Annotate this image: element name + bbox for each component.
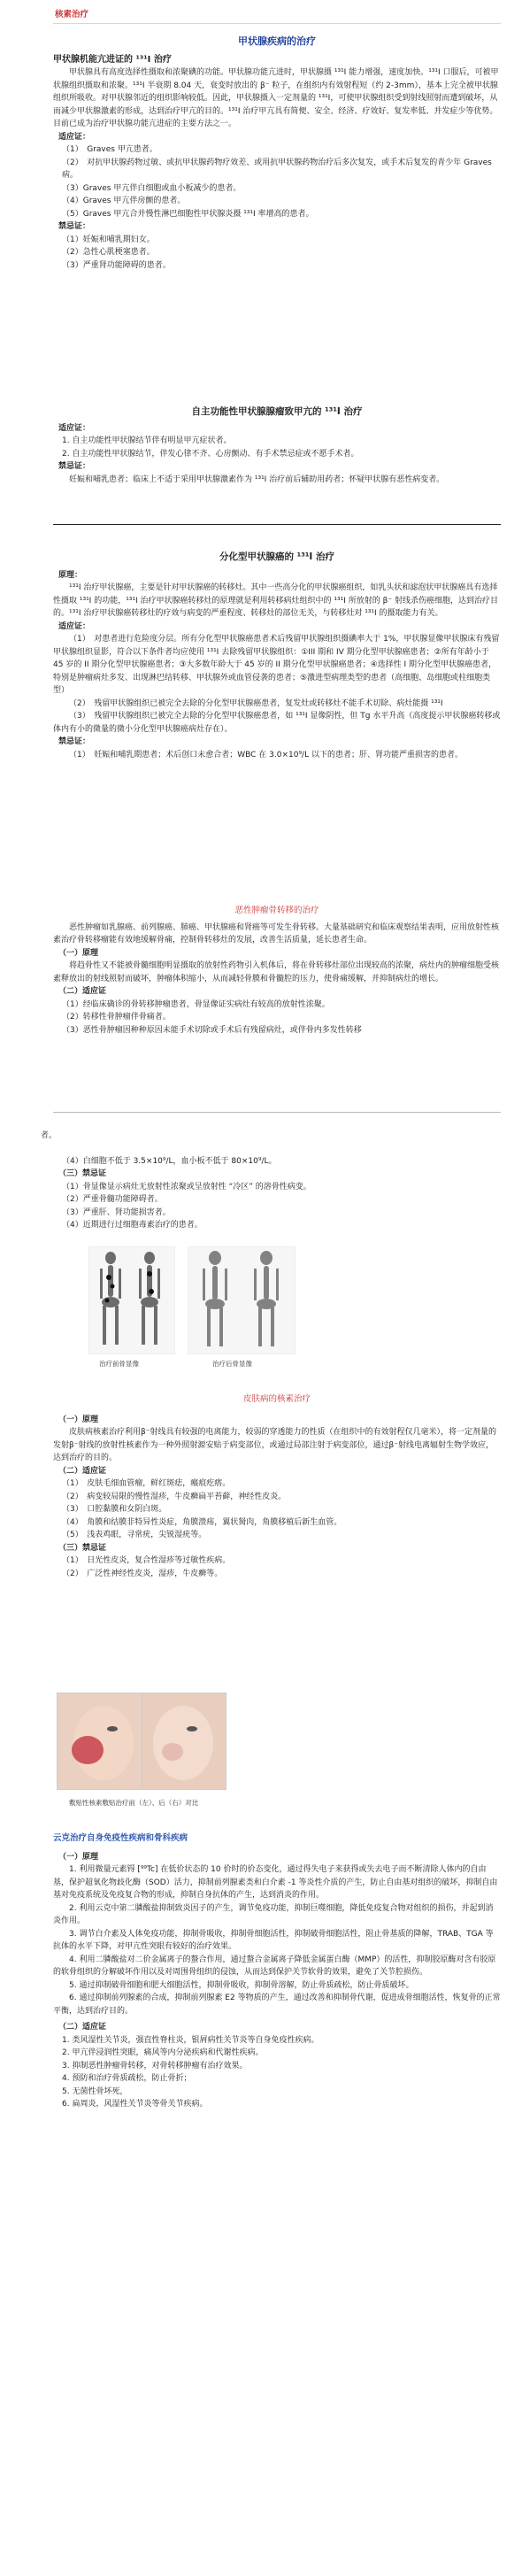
section-bone-metastasis: [53, 905, 501, 1037]
section-title: 自主功能性甲状腺腺瘤致甲亢的 ¹³¹I 治疗: [191, 406, 363, 417]
list-item: （1）骨显像显示病灶无放射性浓聚或呈放射性 “冷区” 的溶骨性病变。: [62, 1182, 311, 1192]
skeleton-icon: [188, 1247, 295, 1354]
list-item: 2. 甲亢伴浸润性突眼，痛风等内分泌疾病和代谢性疾病。: [62, 2048, 264, 2057]
list-item: （4）Graves 甲亢伴房颤的患者。: [62, 197, 186, 205]
list-item: 5. 无菌性骨坏死，: [62, 2086, 128, 2096]
paragraph: 将趋骨性又不能被骨髓细胞明显摄取的放射性药物引入机体后，将在骨转移灶部位出现较高的浓聚，病灶内的肿瘤细胞受核素释放出的射线照射而破坏，肿瘤体积缩小，从而减轻骨膜和骨髓腔的压力，使骨痛缓解，并抑制病灶的增长。: [53, 961, 500, 983]
face-icon: [58, 1693, 142, 1789]
section-title: 分化型甲状腺癌的 ¹³¹I 治疗: [219, 551, 334, 562]
skin-before-photo: [57, 1693, 143, 1790]
list-item: （1） Graves 甲亢患者。: [62, 145, 157, 154]
list-item: （3）严重肝、肾功能损害者。: [62, 1207, 171, 1217]
list-item: （2） 病变较局限的慢性湿疹，牛皮癣扁平苔藓，神经性皮炎。: [62, 1492, 287, 1501]
contra-label: 禁忌证：: [58, 462, 91, 471]
list-item: （1） 皮肤毛细血管瘤，鲜红斑痣，瘢痕疙瘩。: [62, 1479, 231, 1488]
list-item: （2） 广泛性神经性皮炎，湿疹，牛皮癣等。: [62, 1569, 223, 1578]
indications-label: 适应证：: [58, 423, 91, 433]
paragraph: 5. 通过抑制破骨细胞和肥大细胞活性，抑制骨吸收，抑制骨溶解，防止骨质疏松，防止骨质破坏。: [69, 1980, 414, 1990]
list-item: （2） 对抗甲状腺药物过敏、或抗甲状腺药物疗效差、或用抗甲状腺药物治疗后多次复发，或手术后复发的青少年 Graves 病。: [62, 158, 492, 180]
list-item: （1）经临床确诊的骨转移肿瘤患者，骨显像证实病灶有较高的放射性浓聚。: [62, 999, 330, 1009]
list-item: 4. 预防和治疗骨质疏松，防止骨折；: [62, 2074, 192, 2083]
list-item: （4）白细胞不低于 3.5×10⁹/L，血小板不低于 80×10⁹/L。: [62, 1156, 277, 1166]
paragraph: 甲状腺具有高度选择性摄取和浓聚碘的功能。甲状腺功能亢进时，甲状腺摄 ¹³¹I 能力增强，速度加快。¹³¹I 口服后，可被甲状腺组织摄取和浓聚。¹³¹I 半衰期 8.04 天，衰变时放出的 β⁻ 粒子，在组织内有效射程短（约 2-3mm），基本上完全被甲状腺组织所吸收。对甲状腺邻近的组织影响较低。因此，甲状腺摄入一定剂量的 ¹³¹I，可使甲状腺组织受到射线照射而遭到破坏，从而减少甲状腺激素的形成，达到治疗甲亢的目的。¹³¹I 治疗甲亢具有简便、安全、经济、疗效好、复发率低、并发症少等优势。目前已成为治疗甲状腺功能亢进症的主要方法之一。: [53, 68, 499, 128]
principle-label: 原理：: [58, 570, 83, 580]
indications-label: （二）适应证: [58, 2023, 107, 2032]
paragraph: 恶性肿瘤如乳腺癌、前列腺癌、肺癌、甲状腺癌和肾癌等可发生骨转移。大量基础研究和临床观察结果表明，应用放射性核素治疗骨转移瘤能有效地缓解骨痛，控制骨转移灶的发展，改善生活质量，延长患者生命。: [53, 922, 500, 945]
list-item: （4）近期进行过细胞毒素治疗的患者。: [62, 1221, 203, 1230]
list-item: （2）严重骨髓功能障碍者。: [62, 1195, 163, 1204]
section-adenoma: [53, 405, 501, 486]
indications-label: 适应证：: [58, 132, 91, 142]
principle-label: （一）原理: [58, 1852, 99, 1862]
list-item: （1） 日光性皮炎，复合性湿疹等过敏性疾病。: [62, 1556, 231, 1565]
section-thyroid-cancer: [53, 551, 501, 761]
bone-scan-after-image: [188, 1246, 296, 1354]
principle-label: （一）原理: [58, 948, 99, 958]
list-item: （2）急性心肌梗塞患者。: [62, 248, 155, 257]
list-item: （1）妊娠和哺乳期妇女。: [62, 235, 155, 244]
skeleton-icon: [89, 1247, 174, 1354]
section-subtitle: 甲状腺机能亢进证的 ¹³¹I 治疗: [53, 54, 172, 65]
list-item: （4） 角膜和结膜非特异性炎症，角膜溃疡，翼状胬肉，角膜移植后新生血管。: [62, 1517, 342, 1527]
section-title: 恶性肿瘤骨转移的治疗: [234, 906, 319, 915]
skin-after-photo: [142, 1693, 226, 1790]
image-caption: 治疗后骨显像: [212, 1360, 252, 1368]
list-item: （3）严重肾功能障碍的患者。: [62, 260, 171, 270]
contra-label: 禁忌证：: [58, 737, 91, 746]
header-divider: [53, 23, 501, 24]
paragraph: 3. 调节白介素及人体免疫功能，抑制骨吸收，抑制骨细胞活性，抑制破骨细胞活性，阻止骨基质的降解，TRAB、TGA 等抗体的水平下降，对甲亢性突眼有较好的治疗效果。: [53, 1929, 494, 1951]
section-skin: [53, 1393, 501, 1580]
paragraph: 1. 利用微量元素锝 [⁹⁹Tc] 在低价状态的 10 价时的价态变化，通过得失电子来获得或失去电子而不断清除人体内的自由基，保护超氧化物歧化酶（SOD）活力，抑制前列腺素类和白介素 -1 等炎性介质的产生，防止自由基对组织的破坏，抑制自由基对免疫系统及免疫复合物的形成，抑制自身抗体的产生，达到消炎的作用。: [53, 1865, 498, 1900]
list-item: （3）恶性骨肿瘤因种种原因未能手术切除或手术后有残留病灶，或伴骨内多发性转移: [62, 1025, 362, 1035]
list-item: 1. 自主功能性甲状腺结节伴有明显甲亢症状者。: [62, 436, 232, 445]
photo-caption: 敷贴性核素敷贴治疗前（左）、后（右）对比: [69, 1799, 199, 1807]
list-item: （2） 残留甲状腺组织已被完全去除的分化型甲状腺癌患者，复发灶或转移灶不能手术切除、病灶能摄 ¹³¹I: [69, 698, 443, 708]
section-hyperthyroid: [53, 35, 501, 272]
paragraph: 皮肤病核素治疗利用β⁻射线具有较强的电离能力，较弱的穿透能力的性质（在组织中的有效射程仅几毫米），将一定剂量的发射β⁻射线的放射性核素作为一种外照射源安贴于病变部位，或通过局部注射于病变部位，通过β⁻射线电离辐射生物学效应，达到治疗的目的。: [53, 1428, 496, 1462]
list-item: （3） 残留甲状腺组织已被完全去除的分化型甲状腺癌患者，如 ¹³¹I 显像阴性，但 Tg 水平升高（高度提示甲状腺癌转移或体内有小的微量的微小分化型甲状腺癌病灶存在）。: [53, 712, 501, 734]
list-item: 3. 抑制恶性肿瘤骨转移，对骨转移肿瘤有治疗效果。: [62, 2061, 248, 2071]
list-item: （3） 口腔黏膜和女阴白斑。: [62, 1505, 167, 1514]
principle-label: （一）原理: [58, 1415, 99, 1424]
indications-label: （二）适应证: [58, 1466, 107, 1476]
paragraph: ¹³¹I 治疗甲状腺癌，主要是针对甲状腺癌的转移灶。其中一些高分化的甲状腺癌组织，如乳头状和滤泡状甲状腺癌具有选择性摄取 ¹³¹I 的功能，¹³¹I 治疗甲状腺癌转移灶的原理就是利用转移病灶组织中的 ¹³¹I 所放射的 β⁻ 射线杀伤癌细胞，达到治疗目的。¹³¹I 治疗甲状腺癌转移灶的疗效与病变的严重程度、转移灶的部位无关，与转移灶对 ¹³¹I 的摄取能力有关。: [53, 583, 498, 618]
section-title: 甲状腺疾病的治疗: [238, 35, 316, 47]
indications-label: （二）适应证: [58, 987, 107, 996]
list-item: （5）Graves 甲亢合并慢性淋巴细胞性甲状腺炎摄 ¹³¹I 率增高的患者。: [62, 209, 314, 219]
paragraph: 2. 利用云克中第二膦酸盐抑制致炎因子的产生，调节免疫功能，抑制巨噬细胞，降低免疫复合物对组织的损伤，并起到消炎作用。: [53, 1903, 494, 1925]
list-item: 6. 扁周炎，风湿性关节炎等骨关节疾病。: [62, 2100, 208, 2109]
section-title: 皮肤病的核素治疗: [242, 1394, 311, 1404]
paragraph: 4. 利用二膦酸盐对二价金属离子的螯合作用，通过螯合金属离子降低金属蛋白酶（MMP）的活性，抑制胶原酶对含有胶原的软骨组织的分解破坏作用以及对周围骨组织的侵蚀，从而达到保护关节软骨的效果，避免了关节腔损伤。: [53, 1955, 496, 1977]
paragraph: 6. 通过抑制前列腺素的合成，抑制前列腺素 E2 等物质的产生，通过改善和抑制骨代谢，促进成骨细胞活性，恢复骨的正常平衡，达到治疗目的。: [53, 1994, 501, 2016]
contra-label: 禁忌证：: [58, 222, 91, 231]
indications-label: 适应证：: [58, 621, 91, 631]
list-item: （2）转移性骨肿瘤伴骨痛者。: [62, 1013, 171, 1022]
breadcrumb[interactable]: 核素治疗: [55, 10, 89, 19]
face-icon: [142, 1693, 226, 1789]
contra-label: （三）禁忌证: [58, 1543, 107, 1553]
divider: [53, 524, 501, 525]
contra-label: （三）禁忌证: [58, 1169, 107, 1178]
continued-text: 者。: [41, 1131, 58, 1140]
image-caption: 治疗前骨显像: [99, 1360, 139, 1368]
list-item: 1. 类风湿性关节炎，强直性脊柱炎，银屑病性关节炎等自身免疫性疾病。: [62, 2035, 319, 2045]
page-break-divider: [53, 1112, 501, 1113]
list-item: （1） 对患者进行危险度分层。所有分化型甲状腺癌患者术后残留甲状腺组织摄碘率大于 1%，甲状腺显像甲状腺床有残留甲状腺组织显影，符合以下条件者均应使用 ¹³¹I 去除残留甲状腺组织：①III 期和 IV 期分化型甲状腺癌患者；②所有年龄小于 45 岁的 II 期分化型甲状腺癌患者；③大多数年龄大于 45 岁的 II 期分化型甲状腺癌患者；④选择性 I 期分化型甲状腺癌患者，特别是肿瘤病灶多发、出现淋巴结转移、甲状腺外或血管侵袭的患者；⑤激进型病理类型的患者（高细胞、岛细胞或柱细胞类型）: [53, 635, 500, 695]
section-bone-metastasis-cont: [41, 1130, 501, 1232]
paragraph: （1） 妊娠和哺乳期患者；术后创口未愈合者；WBC 在 3.0×10⁹/L 以下的患者；肝、肾功能严重损害的患者。: [69, 750, 463, 760]
list-item: （3）Graves 甲亢伴白细胞或血小板减少的患者。: [62, 183, 242, 193]
bone-scan-before-image: [88, 1246, 175, 1354]
paragraph: 妊娠和哺乳患者；临床上不适于采用甲状腺激素作为 ¹³¹I 治疗前后辅助用药者；怀疑甲状腺有恶性病变者。: [69, 474, 445, 484]
list-item: （5） 浅表鸡眼，寻常疣，尖锐湿疣等。: [62, 1531, 207, 1539]
list-item: 2. 自主功能性甲状腺结节，伴发心律不齐、心房颤动、有手术禁忌症或不愿手术者。: [62, 449, 359, 459]
section-yunke: [53, 1832, 501, 2111]
section-title: 云克治疗自身免疫性疾病和骨科疾病: [53, 1833, 188, 1843]
